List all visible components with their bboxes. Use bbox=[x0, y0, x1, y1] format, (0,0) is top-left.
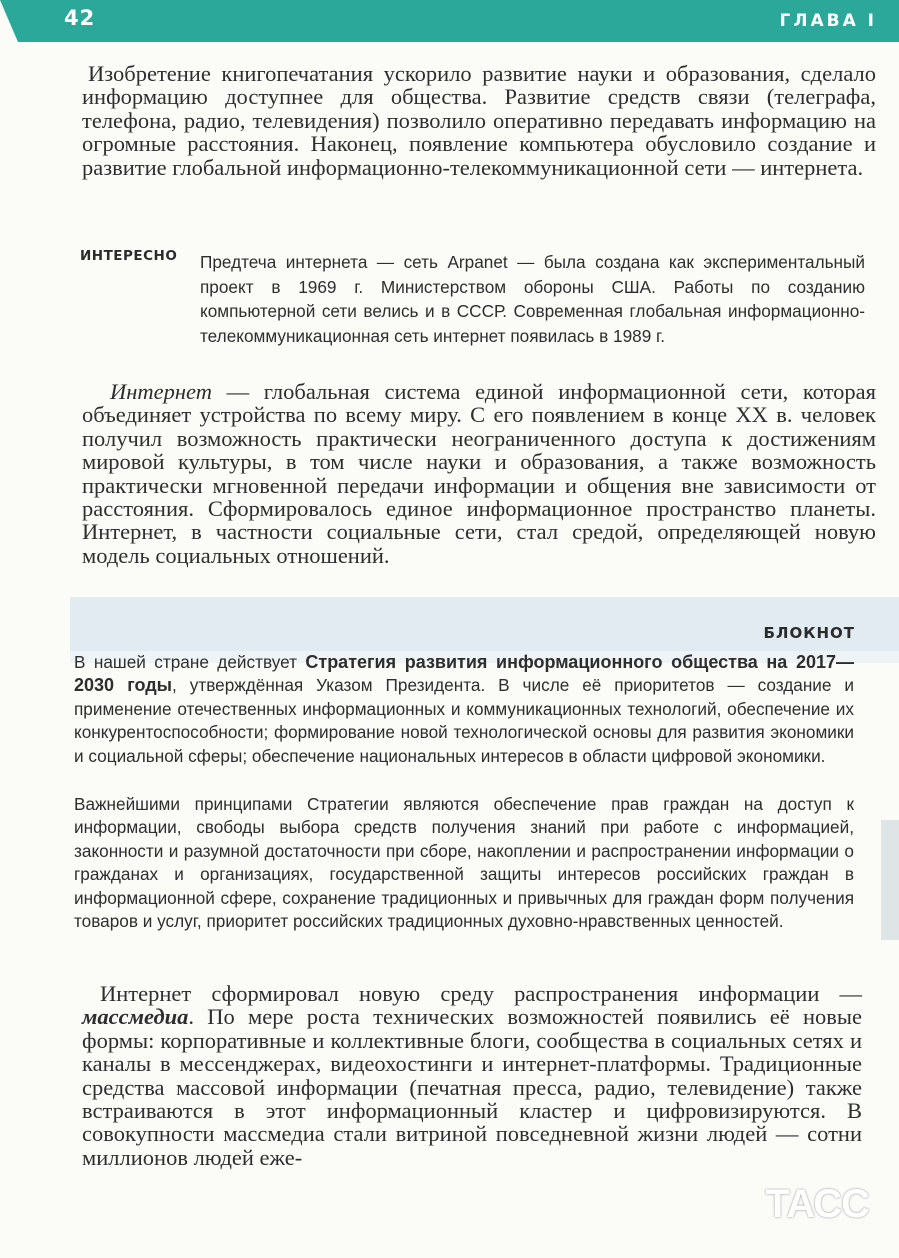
notebook-intro: В нашей стране действует bbox=[74, 652, 306, 672]
header-band bbox=[0, 0, 899, 42]
massmedia-intro: Интернет сформировал новую среду распространения информации — bbox=[100, 981, 862, 1006]
paragraph-massmedia bbox=[82, 982, 862, 1169]
strategy-title: Стратегия развития информационного общества на 2017—2030 годы bbox=[74, 652, 854, 696]
term-internet: Интернет bbox=[110, 379, 212, 404]
massmedia-text: . По мере роста технических возможностей появились её новые формы: корпоративные и коллективные блоги, сообщества в социальных сетях и каналы в мессенджерах, видеохостинги и интернет-платформы. Традиционные средства массовой информации (печатная пресса, радио, телевидение) также встраиваются в этот информационный кластер и цифровизируются. В совокупности массмедиа стали витриной повседневной жизни людей — сотни миллионов людей еже- bbox=[82, 1004, 862, 1170]
notebook-label: БЛОКНОТ bbox=[763, 624, 855, 642]
page-number: 42 bbox=[64, 6, 96, 30]
interesting-label: ИНТЕРЕСНО bbox=[80, 248, 178, 264]
tass-watermark: ТАСС bbox=[765, 1182, 869, 1226]
notebook-principles-paragraph: Важнейшими принципами Стратегии являются обеспечение прав граждан на доступ к информации, свободы выбора средств получения знаний при работе с информацией, законности и разумной достаточности при сборе, накоплении и распространении информации о гражданах и организациях, государственной защиты интересов российских граждан в информационной сфере, сохранение традиционных и привычных для граждан форм получения товаров и услуг, приоритет российских традиционных духовно-нравственных ценностей. bbox=[74, 794, 854, 932]
notebook-priorities: , утверждённая Указом Президента. В числе её приоритетов — создание и применение отечественных информационных и коммуникационных технологий, обеспечение их конкурентоспособности; формирование новой технологической основы для развития экономики и социальной сферы; обеспечение национальных интересов в области цифровой экономики. bbox=[74, 675, 855, 766]
term-massmedia: массмедиа bbox=[82, 1004, 189, 1030]
paragraph-internet bbox=[82, 380, 876, 567]
notebook-strategy-paragraph bbox=[74, 651, 854, 768]
internet-definition: — глобальная система единой информационной сети, которая объединяет устройства по всему миру. С его появлением в конце XX в. человек получил возможность практически неограниченного доступа к достижениям мировой культуры, в том числе науки и образования, а также возможность практически мгновенной передачи информации и общения вне зависимости от расстояния. Сформировалось единое информационное пространство планеты. Интернет, в частности социальные сети, стал средой, определяющей новую модель социальных отношений. bbox=[82, 379, 876, 568]
chapter-label: ГЛАВА I bbox=[779, 11, 877, 31]
interesting-text: Предтеча интернета — сеть Arpanet — была создана как экспериментальный проект в 1969 г. Министерством обороны США. Работы по созданию компьютерной сети велись и в СССР. Современная глобальная информационно-телекоммуникационная сеть интернет появилась в 1989 г. bbox=[200, 252, 865, 346]
side-edge-mark bbox=[881, 820, 899, 940]
paragraph-printing: Изобретение книгопечатания ускорило развитие науки и образования, сделало информацию доступнее для общества. Развитие средств связи (телеграфа, телефона, радио, телевидения) позволило оперативно передавать информацию на огромные расстояния. Наконец, появление компьютера обусловило создание и развитие глобальной информационно-телекоммуникационной сети — интернета. bbox=[82, 61, 876, 180]
